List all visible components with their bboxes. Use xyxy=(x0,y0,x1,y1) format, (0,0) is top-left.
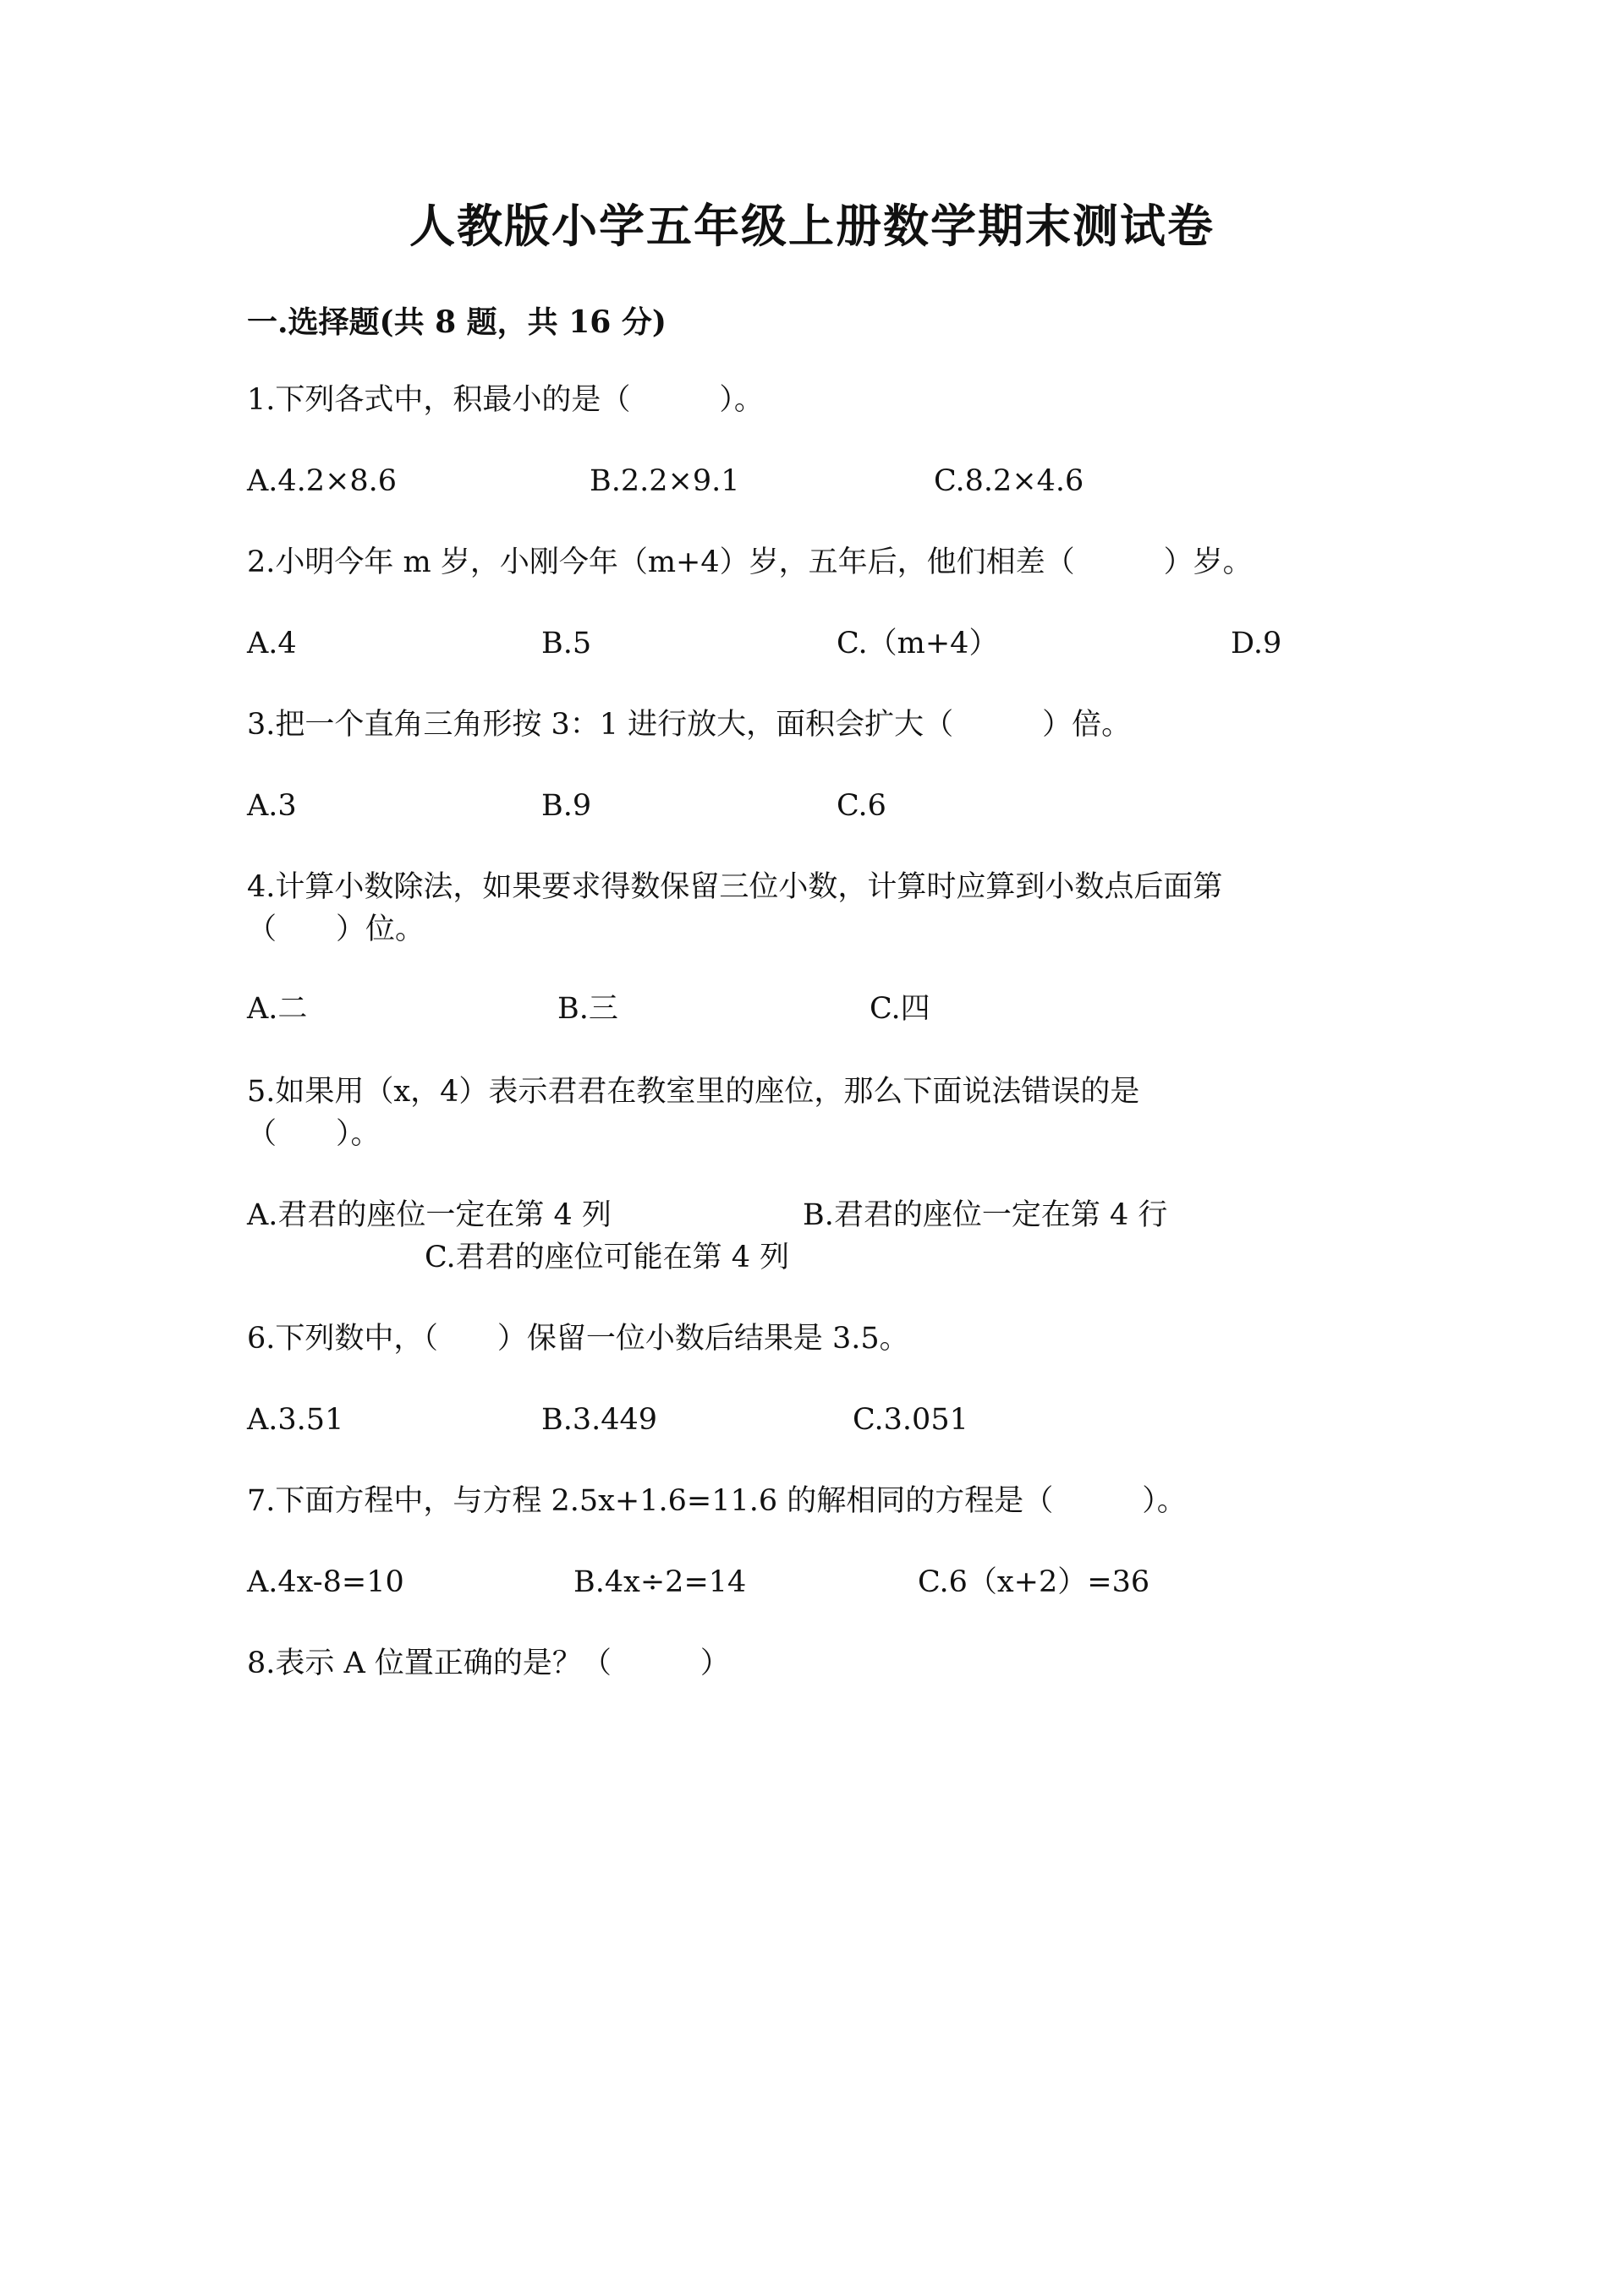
question-1-option-b: B.2.2×9.1 xyxy=(590,464,740,498)
question-1-option-a: A.4.2×8.6 xyxy=(247,464,398,498)
question-2-option-d: D.9 xyxy=(1231,627,1282,660)
question-2-option-c: C.（m+4） xyxy=(837,627,999,660)
question-6-option-c: C.3.051 xyxy=(853,1403,968,1437)
page-title: 人教版小学五年级上册数学期末测试卷 xyxy=(409,199,1215,253)
question-3-stem: 3.把一个直角三角形按 3：1 进行放大，面积会扩大（ ）倍。 xyxy=(247,708,1132,742)
question-5-option-c: C.君君的座位可能在第 4 列 xyxy=(425,1241,790,1274)
question-4-option-a: A.二 xyxy=(247,992,308,1026)
question-8-stem: 8.表示 A 位置正确的是？（ ） xyxy=(247,1647,730,1680)
question-7-option-b: B.4x÷2=14 xyxy=(573,1565,747,1599)
question-6-stem: 6.下列数中，（ ）保留一位小数后结果是 3.5。 xyxy=(247,1322,909,1356)
question-4-option-c: C.四 xyxy=(870,992,930,1026)
section-heading: 一.选择题(共 8 题，共 16 分) xyxy=(247,304,667,340)
question-6-option-a: A.3.51 xyxy=(247,1403,344,1437)
question-3-option-b: B.9 xyxy=(541,789,592,823)
question-4-stem-line-1: 4.计算小数除法，如果要求得数保留三位小数，计算时应算到小数点后面第 xyxy=(247,870,1223,904)
question-7-stem: 7.下面方程中，与方程 2.5x+1.6=11.6 的解相同的方程是（ ）。 xyxy=(247,1484,1187,1518)
question-5-option-a: A.君君的座位一定在第 4 列 xyxy=(247,1198,612,1232)
question-7-option-a: A.4x-8=10 xyxy=(247,1565,404,1599)
question-4-stem-line-2: （ ）位。 xyxy=(247,912,425,946)
question-4-option-b: B.三 xyxy=(557,992,618,1026)
question-1-stem: 1.下列各式中，积最小的是（ ）。 xyxy=(247,383,764,417)
question-3-option-c: C.6 xyxy=(837,789,886,823)
question-5-stem-line-2: （ ）。 xyxy=(247,1117,381,1151)
question-6-option-b: B.3.449 xyxy=(541,1403,658,1437)
question-2-option-b: B.5 xyxy=(541,627,592,660)
question-2-stem: 2.小明今年 m 岁，小刚今年（m+4）岁，五年后，他们相差（ ）岁。 xyxy=(247,545,1253,579)
question-3-option-a: A.3 xyxy=(247,789,297,823)
question-5-stem-line-1: 5.如果用（x，4）表示君君在教室里的座位，那么下面说法错误的是 xyxy=(247,1075,1140,1109)
question-7-option-c: C.6（x+2）=36 xyxy=(918,1565,1150,1599)
question-5-option-b: B.君君的座位一定在第 4 行 xyxy=(803,1198,1168,1232)
question-1-option-c: C.8.2×4.6 xyxy=(934,464,1084,498)
question-2-option-a: A.4 xyxy=(247,627,297,660)
